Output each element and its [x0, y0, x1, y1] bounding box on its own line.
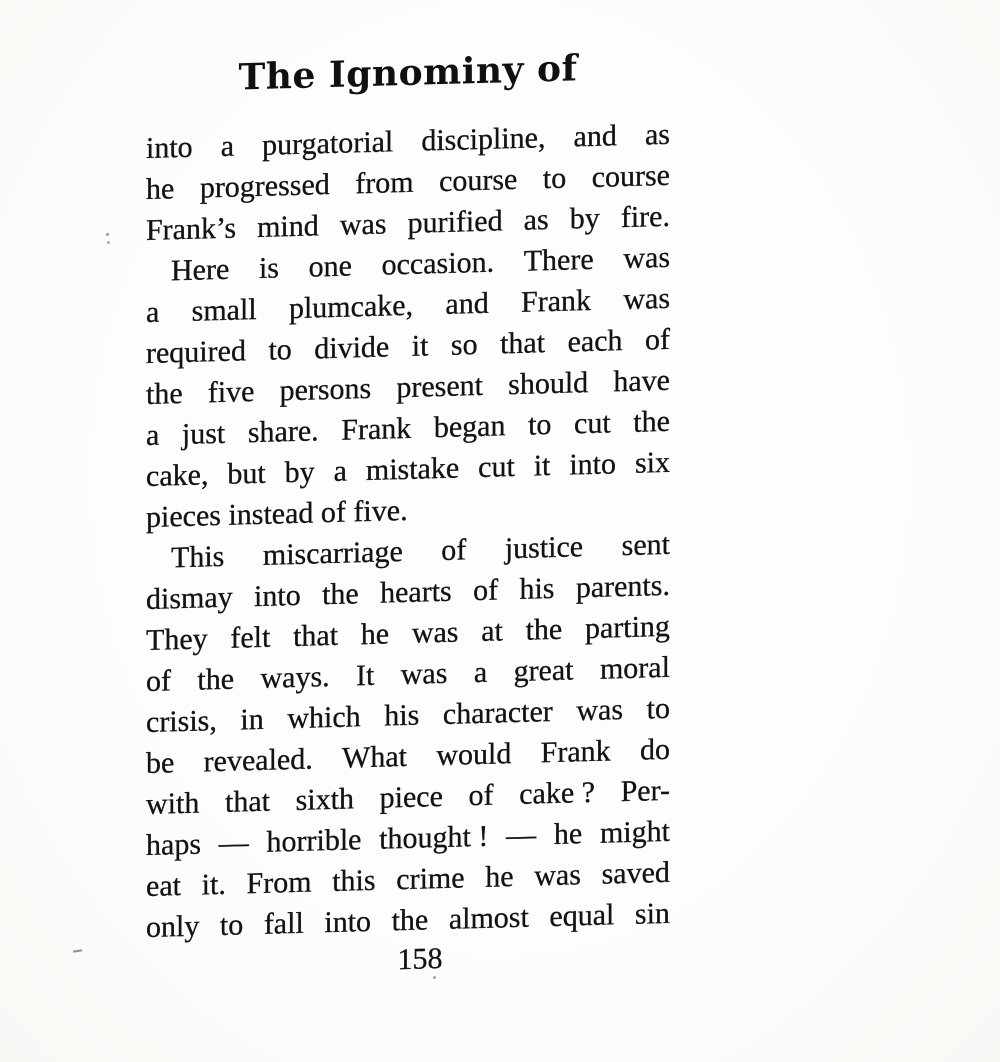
word: this	[332, 863, 376, 898]
word: just	[181, 416, 226, 452]
word: each	[567, 324, 623, 359]
word: the	[146, 377, 183, 411]
word: sin	[634, 896, 670, 931]
word: to	[528, 408, 552, 442]
word: course	[439, 162, 518, 199]
word: a	[473, 655, 488, 690]
word: but	[227, 456, 266, 491]
word: it.	[201, 867, 226, 902]
word: to	[268, 333, 292, 367]
word: that	[293, 618, 339, 654]
word: —	[506, 818, 537, 853]
word: he	[553, 817, 583, 851]
word: into	[146, 130, 193, 165]
word: the	[391, 903, 429, 938]
word: discipline,	[421, 121, 546, 158]
word: There	[523, 242, 594, 278]
word: eat	[146, 869, 181, 903]
word: great	[513, 653, 574, 689]
word: persons	[279, 371, 372, 408]
word: saved	[601, 855, 670, 891]
word: cut	[478, 450, 515, 485]
word: was	[339, 207, 387, 242]
word: parents.	[575, 568, 670, 605]
word: a	[220, 129, 235, 163]
word: They	[146, 622, 208, 657]
word: and	[445, 286, 489, 321]
word: required	[146, 334, 246, 370]
word: course	[591, 158, 670, 194]
word: share.	[247, 414, 319, 450]
word: It	[356, 658, 375, 693]
word: from	[355, 165, 414, 201]
word: only	[146, 909, 200, 944]
word: a	[146, 295, 160, 329]
word: the	[525, 612, 563, 647]
word: hearts	[380, 574, 452, 610]
word: character	[442, 694, 553, 731]
word: Frank	[540, 734, 611, 770]
word: occasion.	[381, 245, 495, 282]
word: the	[322, 577, 359, 612]
word: piece	[379, 779, 443, 815]
word: mind	[257, 209, 319, 244]
word: he	[146, 172, 175, 206]
word: felt	[230, 620, 271, 655]
word: sixth	[295, 782, 354, 817]
word: justice	[504, 530, 584, 566]
word: the	[633, 404, 670, 439]
word: it	[411, 329, 429, 363]
word: crime	[396, 861, 465, 897]
word: Frank	[521, 283, 592, 319]
word: Frank	[341, 411, 412, 447]
word: miscarriage	[262, 535, 403, 572]
word: purified	[407, 204, 503, 240]
word: in	[240, 702, 264, 737]
page-content	[146, 0, 670, 984]
word: was	[623, 240, 670, 276]
word: one	[308, 249, 352, 284]
word: almost	[448, 900, 529, 936]
word: be	[146, 746, 175, 780]
word: might	[599, 814, 670, 850]
word: This	[171, 539, 225, 575]
word: by	[569, 201, 600, 236]
word: is	[258, 251, 279, 285]
word: of	[473, 573, 499, 608]
word: began	[433, 409, 506, 445]
word: sent	[621, 527, 670, 563]
word: cake ?	[519, 775, 595, 811]
word: Here	[171, 252, 230, 288]
scan-speck	[106, 233, 109, 236]
word: to	[542, 161, 567, 196]
word: —	[218, 826, 249, 861]
word: that	[500, 326, 546, 361]
word: into	[324, 904, 372, 940]
word: Per-	[620, 773, 670, 809]
word: to	[219, 908, 244, 943]
word: was	[576, 693, 624, 728]
word: crisis,	[146, 704, 217, 739]
word: haps	[146, 827, 201, 862]
word: should	[508, 366, 589, 402]
running-head-title: The Ignominy of	[238, 47, 578, 99]
word: fall	[263, 906, 304, 941]
word: cut	[574, 406, 611, 441]
word: was	[534, 858, 581, 893]
word: mistake	[365, 451, 460, 488]
text-line: pieces instead of five.	[146, 493, 408, 534]
word: parting	[584, 609, 670, 646]
word: plumcake,	[288, 288, 414, 326]
word: purgatorial	[262, 125, 394, 162]
word: do	[639, 732, 670, 767]
word: was	[623, 281, 670, 317]
word: his	[519, 571, 555, 606]
word: revealed.	[203, 742, 313, 779]
word: fire.	[620, 199, 670, 235]
word: he	[485, 860, 514, 894]
word: at	[481, 614, 503, 648]
word: as	[644, 117, 670, 152]
word: of	[146, 664, 171, 698]
word: as	[523, 203, 549, 237]
word: it	[533, 449, 551, 483]
word: was	[411, 615, 459, 650]
word: thought !	[379, 819, 489, 856]
word: small	[191, 293, 257, 328]
word: From	[246, 865, 312, 901]
word: into	[569, 447, 616, 482]
word: of	[441, 533, 467, 568]
word: by	[284, 455, 315, 490]
word: divide	[314, 330, 390, 366]
word: six	[634, 445, 670, 480]
word: into	[254, 578, 301, 614]
word: he	[360, 617, 390, 652]
word: moral	[599, 650, 670, 686]
word: which	[287, 700, 361, 736]
scan-speck	[73, 949, 82, 952]
word: with	[146, 786, 200, 821]
word: have	[613, 363, 670, 399]
body-text-block	[146, 114, 670, 948]
word: ways.	[260, 660, 330, 695]
word: cake,	[146, 458, 209, 493]
word: would	[436, 737, 512, 773]
word: the	[197, 662, 235, 697]
word: a	[146, 418, 160, 452]
word: and	[573, 119, 617, 154]
word: present	[396, 368, 484, 405]
word: that	[224, 784, 270, 819]
scan-speck	[107, 241, 110, 244]
page-number: 158	[397, 941, 443, 977]
word: his	[384, 698, 420, 733]
word: to	[646, 691, 670, 726]
word: a	[333, 454, 347, 488]
word: so	[450, 328, 478, 362]
word: What	[342, 739, 408, 775]
word: equal	[549, 898, 615, 934]
word: of	[645, 322, 670, 357]
word: five	[207, 375, 255, 410]
word: of	[468, 778, 494, 813]
word: Frank’s	[146, 211, 236, 247]
word: dismay	[146, 580, 233, 616]
word: horrible	[266, 823, 362, 859]
word: progressed	[199, 168, 330, 205]
word: was	[400, 656, 448, 692]
scan-speck	[433, 976, 436, 979]
